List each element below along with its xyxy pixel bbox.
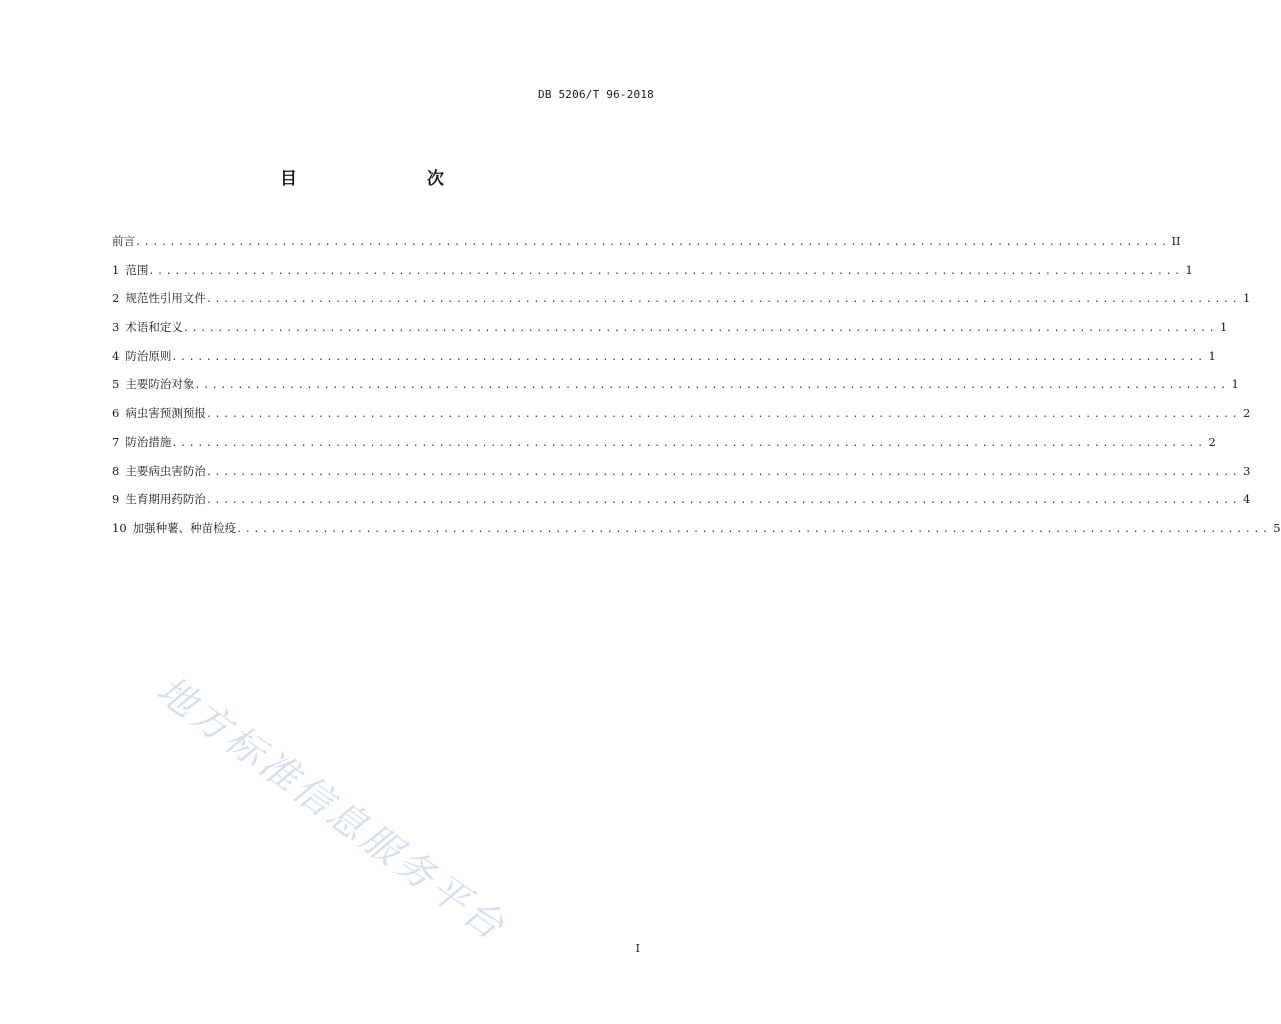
- toc-entry-10[interactable]: [112, 519, 1281, 548]
- toc-leader-dots: ........................................................................................................................: [148, 265, 1183, 277]
- toc-entry-page: 1: [1208, 348, 1216, 363]
- document-code: DB 5206/T 96-2018: [538, 88, 654, 101]
- toc-entry-number: 7: [112, 434, 120, 449]
- toc-entry-number: 9: [112, 492, 120, 507]
- toc-entry-page: 3: [1242, 463, 1251, 478]
- toc-entry-page: 1: [1185, 262, 1193, 277]
- toc-entry-number: 6: [112, 406, 120, 421]
- table-of-contents: [112, 232, 1281, 548]
- toc-entry-9[interactable]: [112, 490, 1251, 519]
- toc-leader-dots: ........................................................................................................................: [236, 523, 1271, 535]
- toc-leader-dots: ........................................................................................................................: [194, 380, 1229, 392]
- toc-leader-dots: ........................................................................................................................: [205, 294, 1241, 306]
- toc-entry-8[interactable]: [112, 462, 1251, 491]
- toc-leader-dots: ........................................................................................................................: [205, 409, 1241, 421]
- toc-entry-7[interactable]: [112, 433, 1216, 462]
- toc-leader-dots: ........................................................................................................................: [205, 495, 1241, 507]
- toc-entry-label: 主要病虫害防治: [125, 463, 206, 478]
- toc-entry-page: 2: [1242, 406, 1251, 421]
- toc-entry-page: 1: [1219, 320, 1228, 335]
- toc-leader-dots: ........................................................................................................................: [182, 323, 1218, 335]
- toc-entry-label: 术语和定义: [125, 320, 183, 335]
- toc-entry-6[interactable]: [112, 404, 1251, 433]
- toc-entry-5[interactable]: [112, 375, 1239, 404]
- toc-leader-dots: ........................................................................................................................: [135, 237, 1170, 248]
- toc-entry-number: 1: [112, 262, 120, 277]
- toc-entry-1[interactable]: [112, 261, 1193, 290]
- toc-entry-page: 1: [1231, 377, 1239, 392]
- toc-title: 目 次: [280, 169, 506, 189]
- toc-entry-4[interactable]: [112, 347, 1216, 376]
- toc-entry-label: 主要防治对象: [125, 377, 195, 392]
- toc-entry-label: 规范性引用文件: [125, 291, 206, 306]
- toc-entry-number: 2: [112, 291, 120, 306]
- page-number: I: [635, 942, 640, 955]
- toc-entry-3[interactable]: [112, 318, 1228, 347]
- toc-entry-label: 防治措施: [125, 434, 172, 449]
- toc-leader-dots: ........................................................................................................................: [171, 351, 1206, 363]
- toc-entry-foreword[interactable]: [112, 232, 1181, 261]
- toc-entry-label: 防治原则: [125, 348, 172, 363]
- watermark: 地方标准信息服务平台: [148, 667, 515, 950]
- toc-leader-dots: ........................................................................................................................: [205, 466, 1241, 478]
- toc-leader-dots: ........................................................................................................................: [171, 437, 1206, 449]
- toc-entry-page: II: [1171, 234, 1181, 248]
- toc-entry-2[interactable]: [112, 289, 1251, 318]
- toc-entry-label: 加强种薯、种苗检疫: [132, 520, 237, 535]
- toc-entry-label: 病虫害预测预报: [125, 406, 206, 421]
- toc-entry-number: 5: [112, 377, 120, 392]
- toc-entry-label: 生育期用药防治: [125, 492, 206, 507]
- toc-entry-page: 5: [1273, 520, 1281, 535]
- toc-entry-page: 2: [1208, 434, 1216, 449]
- toc-entry-page: 4: [1242, 492, 1251, 507]
- toc-entry-number: 8: [112, 463, 120, 478]
- toc-entry-page: 1: [1242, 291, 1251, 306]
- toc-entry-label: 范围: [125, 262, 149, 277]
- toc-entry-label: 前言: [112, 234, 135, 248]
- toc-entry-number: 3: [112, 320, 120, 335]
- toc-entry-number: 10: [112, 520, 127, 535]
- toc-entry-number: 4: [112, 348, 120, 363]
